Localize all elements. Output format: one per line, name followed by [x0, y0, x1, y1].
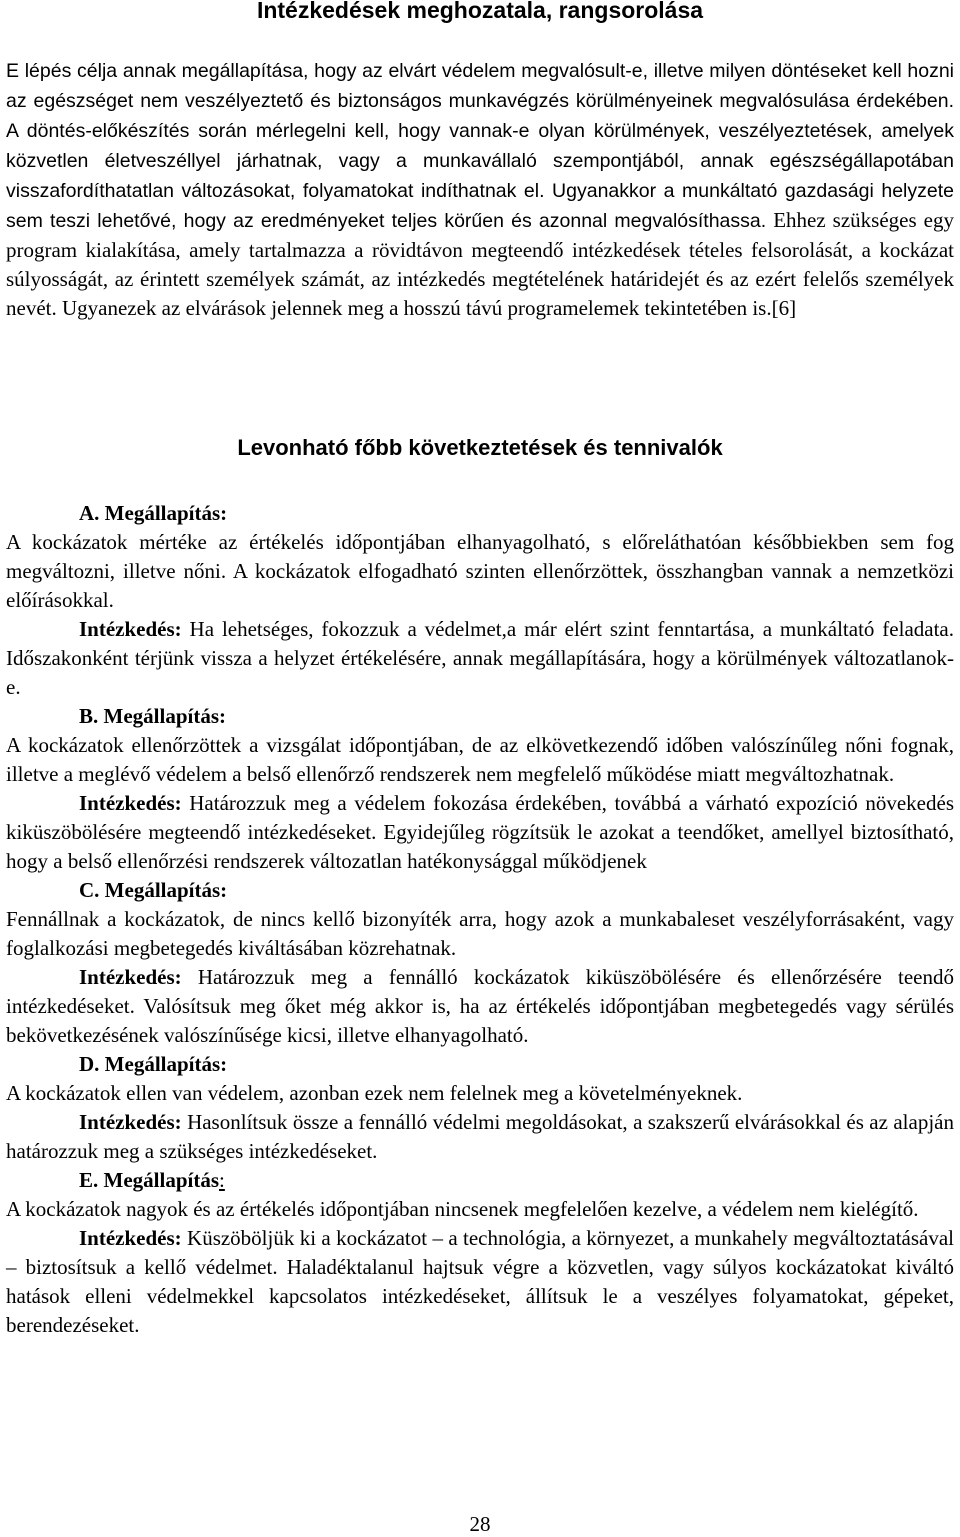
finding-heading-b — [6, 702, 954, 731]
finding-letter: A. — [79, 501, 100, 525]
measure-paragraph-c — [6, 963, 954, 1050]
measure-label: Intézkedés: — [79, 1226, 182, 1250]
measure-text: Küszöböljük ki a kockázatot – a technológia, a környezet, a munkahely megváltoztatásával – biztosítsuk a kellő védelmet. Haladéktalanul hajtsuk végre a közvetlen, vagy súlyos kockázatokat kiváltó hatások elleni védelmekkel kapcsolatos intézkedéseket, állítsuk le a veszélyes folyamatokat, gépeket, berendezéseket. — [6, 1226, 954, 1337]
measure-paragraph-e — [6, 1224, 954, 1340]
finding-heading-d — [6, 1050, 954, 1079]
finding-heading-word: Megállapítás: — [104, 1052, 228, 1076]
page-title: Intézkedések meghozatala, rangsorolása — [256, 0, 704, 23]
finding-heading-word: Megállapítás: — [103, 704, 226, 728]
finding-heading-word: Megállapítás — [103, 1168, 220, 1192]
finding-heading-a — [6, 499, 954, 528]
finding-text-e: A kockázatok nagyok és az értékelés időpontjában nincsenek megfelelően kezelve, a védelem nem kielégítő. — [6, 1197, 919, 1221]
finding-letter: B. — [79, 704, 99, 728]
measure-text: Határozzuk meg a védelem fokozása érdekében, továbbá a várható expozíció növekedés kiküszöbölésére megteendő intézkedéseket. Egyidejűleg rögzítsük le azokat a teendőket, amellyel biztosítható, hogy a belső ellenőrzési rendszerek változatlan hatékonysággal működjenek — [6, 791, 954, 873]
finding-heading-colon: : — [219, 1168, 225, 1192]
section-subtitle: Levonható főbb következtetések és tennivalók — [237, 435, 723, 460]
measure-paragraph-b — [6, 789, 954, 876]
measure-label: Intézkedés: — [79, 965, 182, 989]
finding-heading-e — [6, 1166, 954, 1195]
measure-label: Intézkedés: — [79, 791, 182, 815]
finding-heading-c — [6, 876, 954, 905]
finding-text-d: A kockázatok ellen van védelem, azonban ezek nem felelnek meg a követelményeknek. — [6, 1081, 743, 1105]
finding-letter: C. — [79, 878, 100, 902]
finding-text-c: Fennállnak a kockázatok, de nincs kellő bizonyíték arra, hogy azok a munkabaleset veszélyforrásaként, vagy foglalkozási megbetegedés kiváltásában közrehatnak. — [6, 907, 954, 960]
intro-text-sans: E lépés célja annak megállapítása, hogy az elvárt védelem megvalósult-e, illetve milyen döntéseket kell hozni az egészséget nem veszélyeztető és biztonságos munkavégzés körülményeinek megvalósulása érdekében. A döntés-előkészítés során mérlegelni kell, hogy vannak-e olyan körülmények, veszélyeztetések, amelyek közvetlen életveszéllyel járhatnak, vagy a munkavállaló szempontjából, annak egészségállapotában visszafordíthatatlan változásokat, folyamatokat indíthatnak el. Ugyanakkor a munkáltató gazdasági helyzete sem teszi lehetővé, hogy az eredményeket teljes körűen és azonnal megvalósíthassa. — [6, 60, 954, 232]
finding-text-a: A kockázatok mértéke az értékelés időpontjában elhanyagolható, s előreláthatóan későbbiekben sem fog megváltozni, illetve nőni. A kockázatok elfogadható szinten ellenőrzöttek, összhangban vannak a nemzetközi előírásokkal. — [6, 530, 954, 612]
measure-text: Ha lehetséges, fokozzuk a védelmet,a már elért szint fenntartása, a munkáltató feladata. Időszakonként térjünk vissza a helyzet értékelésére, annak megállapítására, hogy a körülmények változatlanok-e. — [6, 617, 954, 699]
intro-paragraph — [6, 56, 954, 323]
finding-text-b: A kockázatok ellenőrzöttek a vizsgálat időpontjában, de az elkövetkezendő időben valószínűleg nőni fognak, illetve a meglévő védelem a belső ellenőrző rendszerek nem megfelelő működése miatt megváltozhatnak. — [6, 733, 954, 786]
page-number: 28 — [469, 1512, 491, 1536]
finding-letter: E. — [79, 1168, 99, 1192]
measure-paragraph-d — [6, 1108, 954, 1166]
finding-heading-word: Megállapítás: — [104, 501, 228, 525]
measure-paragraph-a — [6, 615, 954, 702]
finding-heading-word: Megállapítás: — [104, 878, 228, 902]
findings-section — [6, 499, 954, 1340]
measure-label: Intézkedés: — [79, 617, 182, 641]
measure-label: Intézkedés: — [79, 1110, 182, 1134]
measure-text: Határozzuk meg a fennálló kockázatok kiküszöbölésére és ellenőrzésére teendő intézkedéseket. Valósítsuk meg őket még akkor is, ha az értékelés időpontjában megbetegedés vagy sérülés bekövetkezésének valószínűsége kicsi, illetve elhanyagolható. — [6, 965, 954, 1047]
finding-letter: D. — [79, 1052, 100, 1076]
measure-text: Hasonlítsuk össze a fennálló védelmi megoldásokat, a szakszerű elvárásokkal és az alapján határozzuk meg a szükséges intézkedéseket. — [6, 1110, 954, 1163]
intro-text-serif: Ehhez szükséges egy program kialakítása, amely tartalmazza a rövidtávon megteendő intézkedések tételes felsorolását, a kockázat súlyosságát, az érintett személyek számát, az intézkedés megtételének határidejét és az ezért felelős személyek nevét. Ugyanezek az elvárások jelennek meg a hosszú távú programelemek tekintetében is.[6] — [6, 208, 954, 320]
